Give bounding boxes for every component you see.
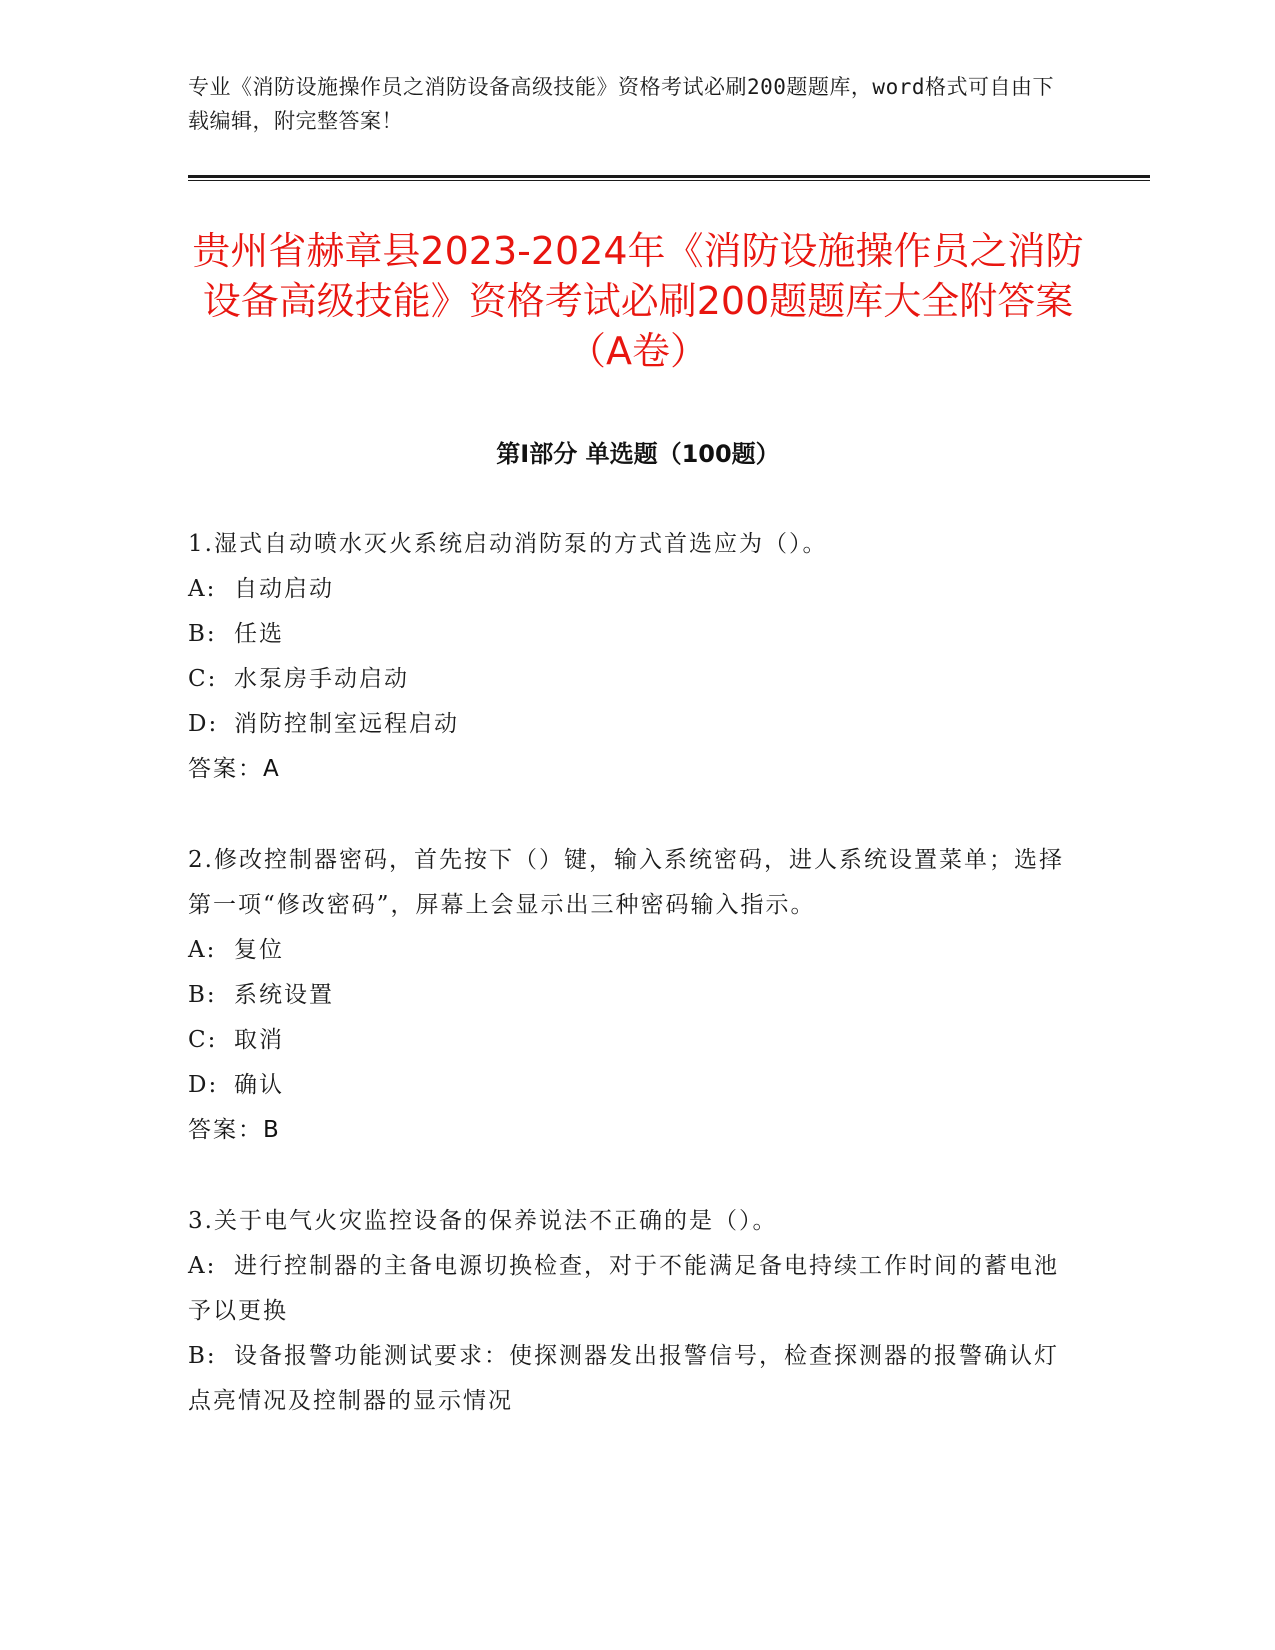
section-title: 第Ⅰ部分 单选题（100题） (496, 440, 780, 468)
answer-label: 答案： (188, 1117, 263, 1143)
option-key: D: (188, 1072, 219, 1098)
option-key: A: (188, 1253, 217, 1279)
option-text: 消防控制室远程启动 (234, 711, 459, 737)
answer-line (188, 747, 1068, 792)
header-rule-thin (188, 180, 1150, 181)
option-text: 取消 (234, 1027, 284, 1053)
option-a (188, 567, 1068, 612)
question-1 (188, 522, 1068, 792)
option-text: 任选 (234, 621, 284, 647)
option-b (188, 612, 1068, 657)
option-key: C: (188, 1027, 218, 1053)
document-title: 贵州省赫章县2023-2024年《消防设施操作员之消防设备高级技能》资格考试必刷200题题库大全附答案（A卷） (192, 229, 1084, 373)
question-text: 1.湿式自动喷水灭火系统启动消防泵的方式首选应为（）。 (188, 531, 828, 557)
question-text: 2.修改控制器密码，首先按下（）键，输入系统密码，进人系统设置菜单；选择第一项“修改密码”，屏幕上会显示出三种密码输入指示。 (188, 847, 1064, 918)
option-d (188, 702, 1068, 747)
option-text: 进行控制器的主备电源切换检查，对于不能满足备电持续工作时间的蓄电池予以更换 (188, 1253, 1059, 1324)
option-a (188, 1244, 1068, 1334)
option-text: 设备报警功能测试要求：使探测器发出报警信号，检查探测器的报警确认灯点亮情况及控制器的显示情况 (188, 1343, 1059, 1414)
option-text: 系统设置 (234, 982, 334, 1008)
option-key: B: (188, 982, 217, 1008)
question-list (188, 522, 1068, 1470)
question-text: 3.关于电气火灾监控设备的保养说法不正确的是（）。 (188, 1208, 778, 1234)
option-text: 水泵房手动启动 (234, 666, 409, 692)
option-b (188, 1334, 1068, 1424)
option-c (188, 657, 1068, 702)
question-2 (188, 838, 1068, 1153)
option-a (188, 928, 1068, 973)
question-3 (188, 1199, 1068, 1424)
header-rule-thick (188, 175, 1150, 178)
option-key: C: (188, 666, 218, 692)
option-key: A: (188, 576, 217, 602)
option-key: B: (188, 621, 217, 647)
answer-value: B (263, 1117, 279, 1143)
option-key: B: (188, 1343, 217, 1369)
header-note: 专业《消防设施操作员之消防设备高级技能》资格考试必刷200题题库，word格式可自由下载编辑，附完整答案！ (188, 75, 1054, 133)
option-text: 复位 (234, 937, 284, 963)
option-key: D: (188, 711, 219, 737)
answer-value: A (263, 756, 279, 782)
option-text: 自动启动 (234, 576, 334, 602)
option-d (188, 1063, 1068, 1108)
option-c (188, 1018, 1068, 1063)
option-text: 确认 (234, 1072, 284, 1098)
answer-label: 答案： (188, 756, 263, 782)
answer-line (188, 1108, 1068, 1153)
option-b (188, 973, 1068, 1018)
option-key: A: (188, 937, 217, 963)
